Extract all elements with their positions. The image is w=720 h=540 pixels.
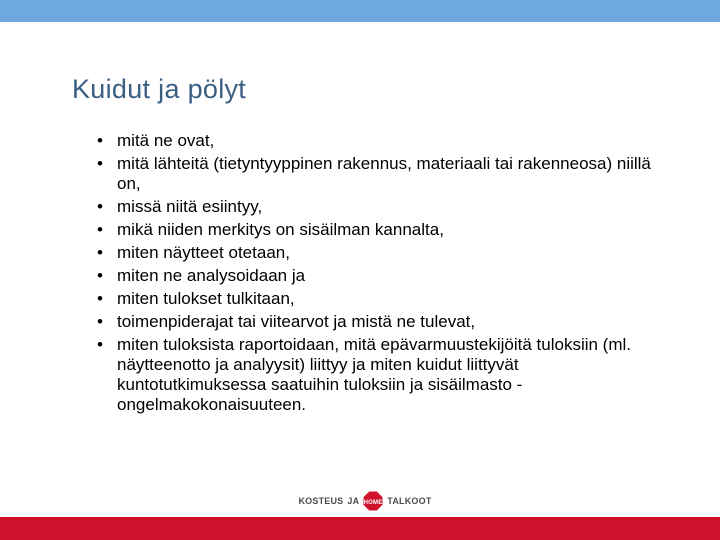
- bullet-item: [97, 154, 667, 194]
- slide-title: Kuidut ja pölyt: [72, 74, 247, 104]
- bullet-text: mikä niiden merkitys on sisäilman kannalta,: [117, 220, 444, 239]
- bullet-text: miten tuloksista raportoidaan, mitä epävarmuustekijöitä tuloksiin (ml. näytteenotto ja analyysit) liittyy ja miten kuidut liittyvät kuntotutkimuksessa saatuihin tuloksiin ja sisäilmasto -ongelmakokonaisuuteen.: [117, 335, 632, 414]
- bullet-item: [97, 243, 667, 263]
- bullet-text: miten ne analysoidaan ja: [117, 266, 306, 285]
- bullet-dot-icon: •: [97, 312, 103, 331]
- bullet-text: mitä ne ovat,: [117, 131, 215, 150]
- bullet-list: [97, 131, 667, 418]
- bottom-accent-bar: [0, 517, 720, 540]
- bullet-item: [97, 220, 667, 240]
- bullet-item: [97, 335, 667, 415]
- bullet-text: toimenpiderajat tai viitearvot ja mistä ne tulevat,: [117, 312, 476, 331]
- stop-sign-icon: [362, 490, 384, 512]
- bullet-dot-icon: •: [97, 243, 103, 262]
- bullet-dot-icon: •: [97, 197, 103, 216]
- bullet-item: [97, 131, 667, 151]
- bullet-text: miten tulokset tulkitaan,: [117, 289, 295, 308]
- bullet-item: [97, 312, 667, 332]
- bullet-text: miten näytteet otetaan,: [117, 243, 290, 262]
- logo-text-left: KOSTEUS: [298, 496, 344, 506]
- logo-text-right: TALKOOT: [387, 496, 432, 506]
- bullet-dot-icon: •: [97, 131, 103, 150]
- bullet-dot-icon: •: [97, 289, 103, 308]
- bullet-dot-icon: •: [97, 335, 103, 354]
- bullet-dot-icon: •: [97, 266, 103, 285]
- bullet-item: [97, 197, 667, 217]
- bullet-item: [97, 289, 667, 309]
- bullet-text: missä niitä esiintyy,: [117, 197, 263, 216]
- bullet-text: mitä lähteitä (tietyntyyppinen rakennus, materiaali tai rakenneosa) niillä on,: [117, 154, 651, 193]
- logo-stop-text: HOME: [363, 500, 383, 506]
- top-accent-bar: [0, 0, 720, 22]
- bullet-dot-icon: •: [97, 154, 103, 173]
- logo-text-mid: JA: [347, 496, 360, 506]
- bullet-item: [97, 266, 667, 286]
- bullet-dot-icon: •: [97, 220, 103, 239]
- footer-logo: [300, 486, 430, 516]
